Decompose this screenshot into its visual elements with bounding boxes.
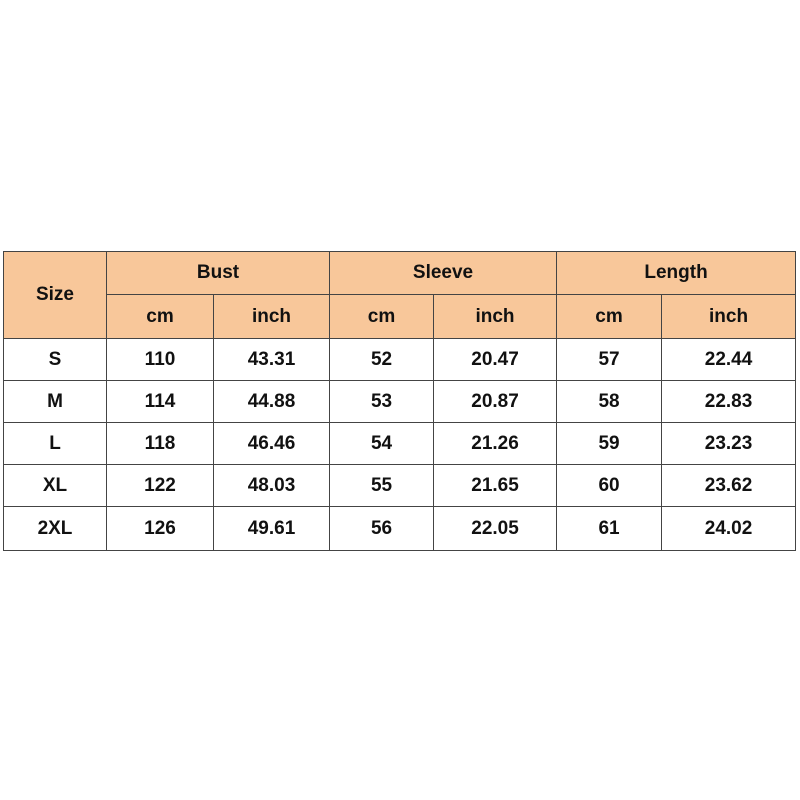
- length-inch-cell: 22.44: [662, 339, 796, 381]
- bust-header: Bust: [107, 252, 330, 295]
- table-row: [4, 339, 796, 381]
- sleeve-inch-header: inch: [434, 295, 557, 339]
- table-row: [4, 381, 796, 423]
- bust-cm-cell: 122: [107, 465, 214, 507]
- length-inch-cell: 22.83: [662, 381, 796, 423]
- bust-cm-header: cm: [107, 295, 214, 339]
- sleeve-cm-cell: 52: [330, 339, 434, 381]
- size-cell: 2XL: [4, 507, 107, 551]
- size-cell: L: [4, 423, 107, 465]
- length-cm-cell: 61: [557, 507, 662, 551]
- bust-cm-cell: 110: [107, 339, 214, 381]
- sleeve-inch-cell: 20.47: [434, 339, 557, 381]
- size-cell: XL: [4, 465, 107, 507]
- bust-inch-cell: 43.31: [214, 339, 330, 381]
- length-cm-cell: 59: [557, 423, 662, 465]
- sleeve-inch-cell: 20.87: [434, 381, 557, 423]
- length-inch-cell: 23.62: [662, 465, 796, 507]
- bust-cm-cell: 118: [107, 423, 214, 465]
- length-inch-cell: 23.23: [662, 423, 796, 465]
- sleeve-cm-cell: 53: [330, 381, 434, 423]
- bust-inch-cell: 46.46: [214, 423, 330, 465]
- sleeve-inch-cell: 22.05: [434, 507, 557, 551]
- sleeve-inch-cell: 21.26: [434, 423, 557, 465]
- sleeve-header: Sleeve: [330, 252, 557, 295]
- length-cm-cell: 57: [557, 339, 662, 381]
- bust-inch-cell: 44.88: [214, 381, 330, 423]
- size-chart-table: [3, 251, 796, 551]
- header-group-row: [4, 252, 796, 295]
- sleeve-cm-cell: 55: [330, 465, 434, 507]
- sleeve-cm-cell: 54: [330, 423, 434, 465]
- table-row: [4, 465, 796, 507]
- sleeve-cm-header: cm: [330, 295, 434, 339]
- length-cm-header: cm: [557, 295, 662, 339]
- size-cell: S: [4, 339, 107, 381]
- table-row: [4, 507, 796, 551]
- header-unit-row: [4, 295, 796, 339]
- sleeve-cm-cell: 56: [330, 507, 434, 551]
- table-row: [4, 423, 796, 465]
- length-inch-header: inch: [662, 295, 796, 339]
- length-cm-cell: 58: [557, 381, 662, 423]
- bust-cm-cell: 126: [107, 507, 214, 551]
- length-inch-cell: 24.02: [662, 507, 796, 551]
- length-cm-cell: 60: [557, 465, 662, 507]
- bust-inch-cell: 48.03: [214, 465, 330, 507]
- bust-cm-cell: 114: [107, 381, 214, 423]
- sleeve-inch-cell: 21.65: [434, 465, 557, 507]
- length-header: Length: [557, 252, 796, 295]
- size-cell: M: [4, 381, 107, 423]
- bust-inch-header: inch: [214, 295, 330, 339]
- size-header: Size: [4, 252, 107, 339]
- bust-inch-cell: 49.61: [214, 507, 330, 551]
